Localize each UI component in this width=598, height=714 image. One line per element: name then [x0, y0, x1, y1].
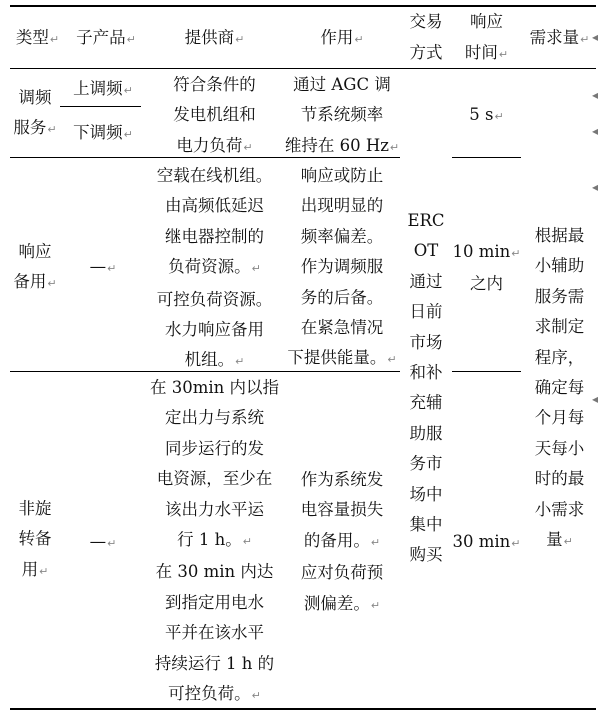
row-end-marker-icon: ◂ [591, 180, 598, 194]
demand-cell: 根据最 小辅助 服务需 求制定 程序， 确定每 个月每 天每小 时的最 小需求 量↵ [534, 226, 585, 550]
header-response-time: 响应 时间↵ [464, 12, 509, 62]
freq-sub-up: 上调频↵ [73, 79, 133, 98]
row-end-marker-icon: ◂ [591, 124, 598, 138]
spin-type: 响应 备用↵ [13, 242, 57, 292]
header-type: 类型↵ [15, 28, 60, 47]
row-end-marker-icon: ◂ [591, 392, 598, 406]
header-provider: 提供商↵ [184, 28, 245, 47]
header-function: 作用↵ [320, 28, 364, 47]
nonspin-type: 非旋 转备 用↵ [18, 499, 52, 579]
freq-type: 调频 服务↵ [13, 88, 57, 138]
nonspin-sub: —↵ [89, 532, 117, 551]
spin-sub: —↵ [89, 257, 117, 276]
header-demand: 需求量↵ [529, 28, 590, 47]
nonspin-response: 30 min↵ [452, 532, 521, 551]
freq-function: 通过 AGC 调 节系统频率 维持在 60 Hz↵ [284, 75, 400, 155]
spin-response: 10 min↵ 之内 [452, 242, 521, 294]
freq-sub-down: 下调频↵ [73, 123, 133, 142]
spin-response-bottom-rule [452, 371, 521, 372]
nonspin-function: 作为系统发 电容量损失 的备用。↵ 应对负荷预 测偏差。↵ [300, 470, 384, 613]
freq-response-bottom-rule [452, 157, 521, 158]
freq-response: 5 s↵ [469, 105, 504, 124]
trade-method-cell: ERC OT 通过 日前 市场 和补 充辅 助服 务市 场中 集中 购买 [407, 211, 445, 565]
spin-function: 响应或防止 出现明显的 频率偏差。 作为调频服 务的后备。 在紧急情况 下提供能量。↵ [287, 166, 397, 368]
row-end-marker-icon: ◂ [591, 88, 598, 102]
nonspin-provider: 在 30min 内以指 定出力与系统 同步运行的发 电资源，至少在 该出力水平运 行 1 h。↵ 在 30 min 内达 到指定用电水 平并在该水平 持续运行 1 h 的 可控负荷。↵ [149, 378, 280, 704]
spin-provider: 空载在线机组。 由高频低延迟 继电器控制的 负荷资源。↵ 可控负荷资源。 水力响应备用 机组。↵ [156, 166, 273, 370]
header-trade-method: 交易 方式 [409, 12, 443, 62]
header-sub-product: 子产品↵ [76, 28, 136, 47]
freq-provider: 符合条件的 发电机组和 电力负荷↵ [173, 75, 256, 155]
table-bottom-rule [10, 708, 596, 710]
row-end-marker-icon: ◂ [591, 30, 598, 44]
